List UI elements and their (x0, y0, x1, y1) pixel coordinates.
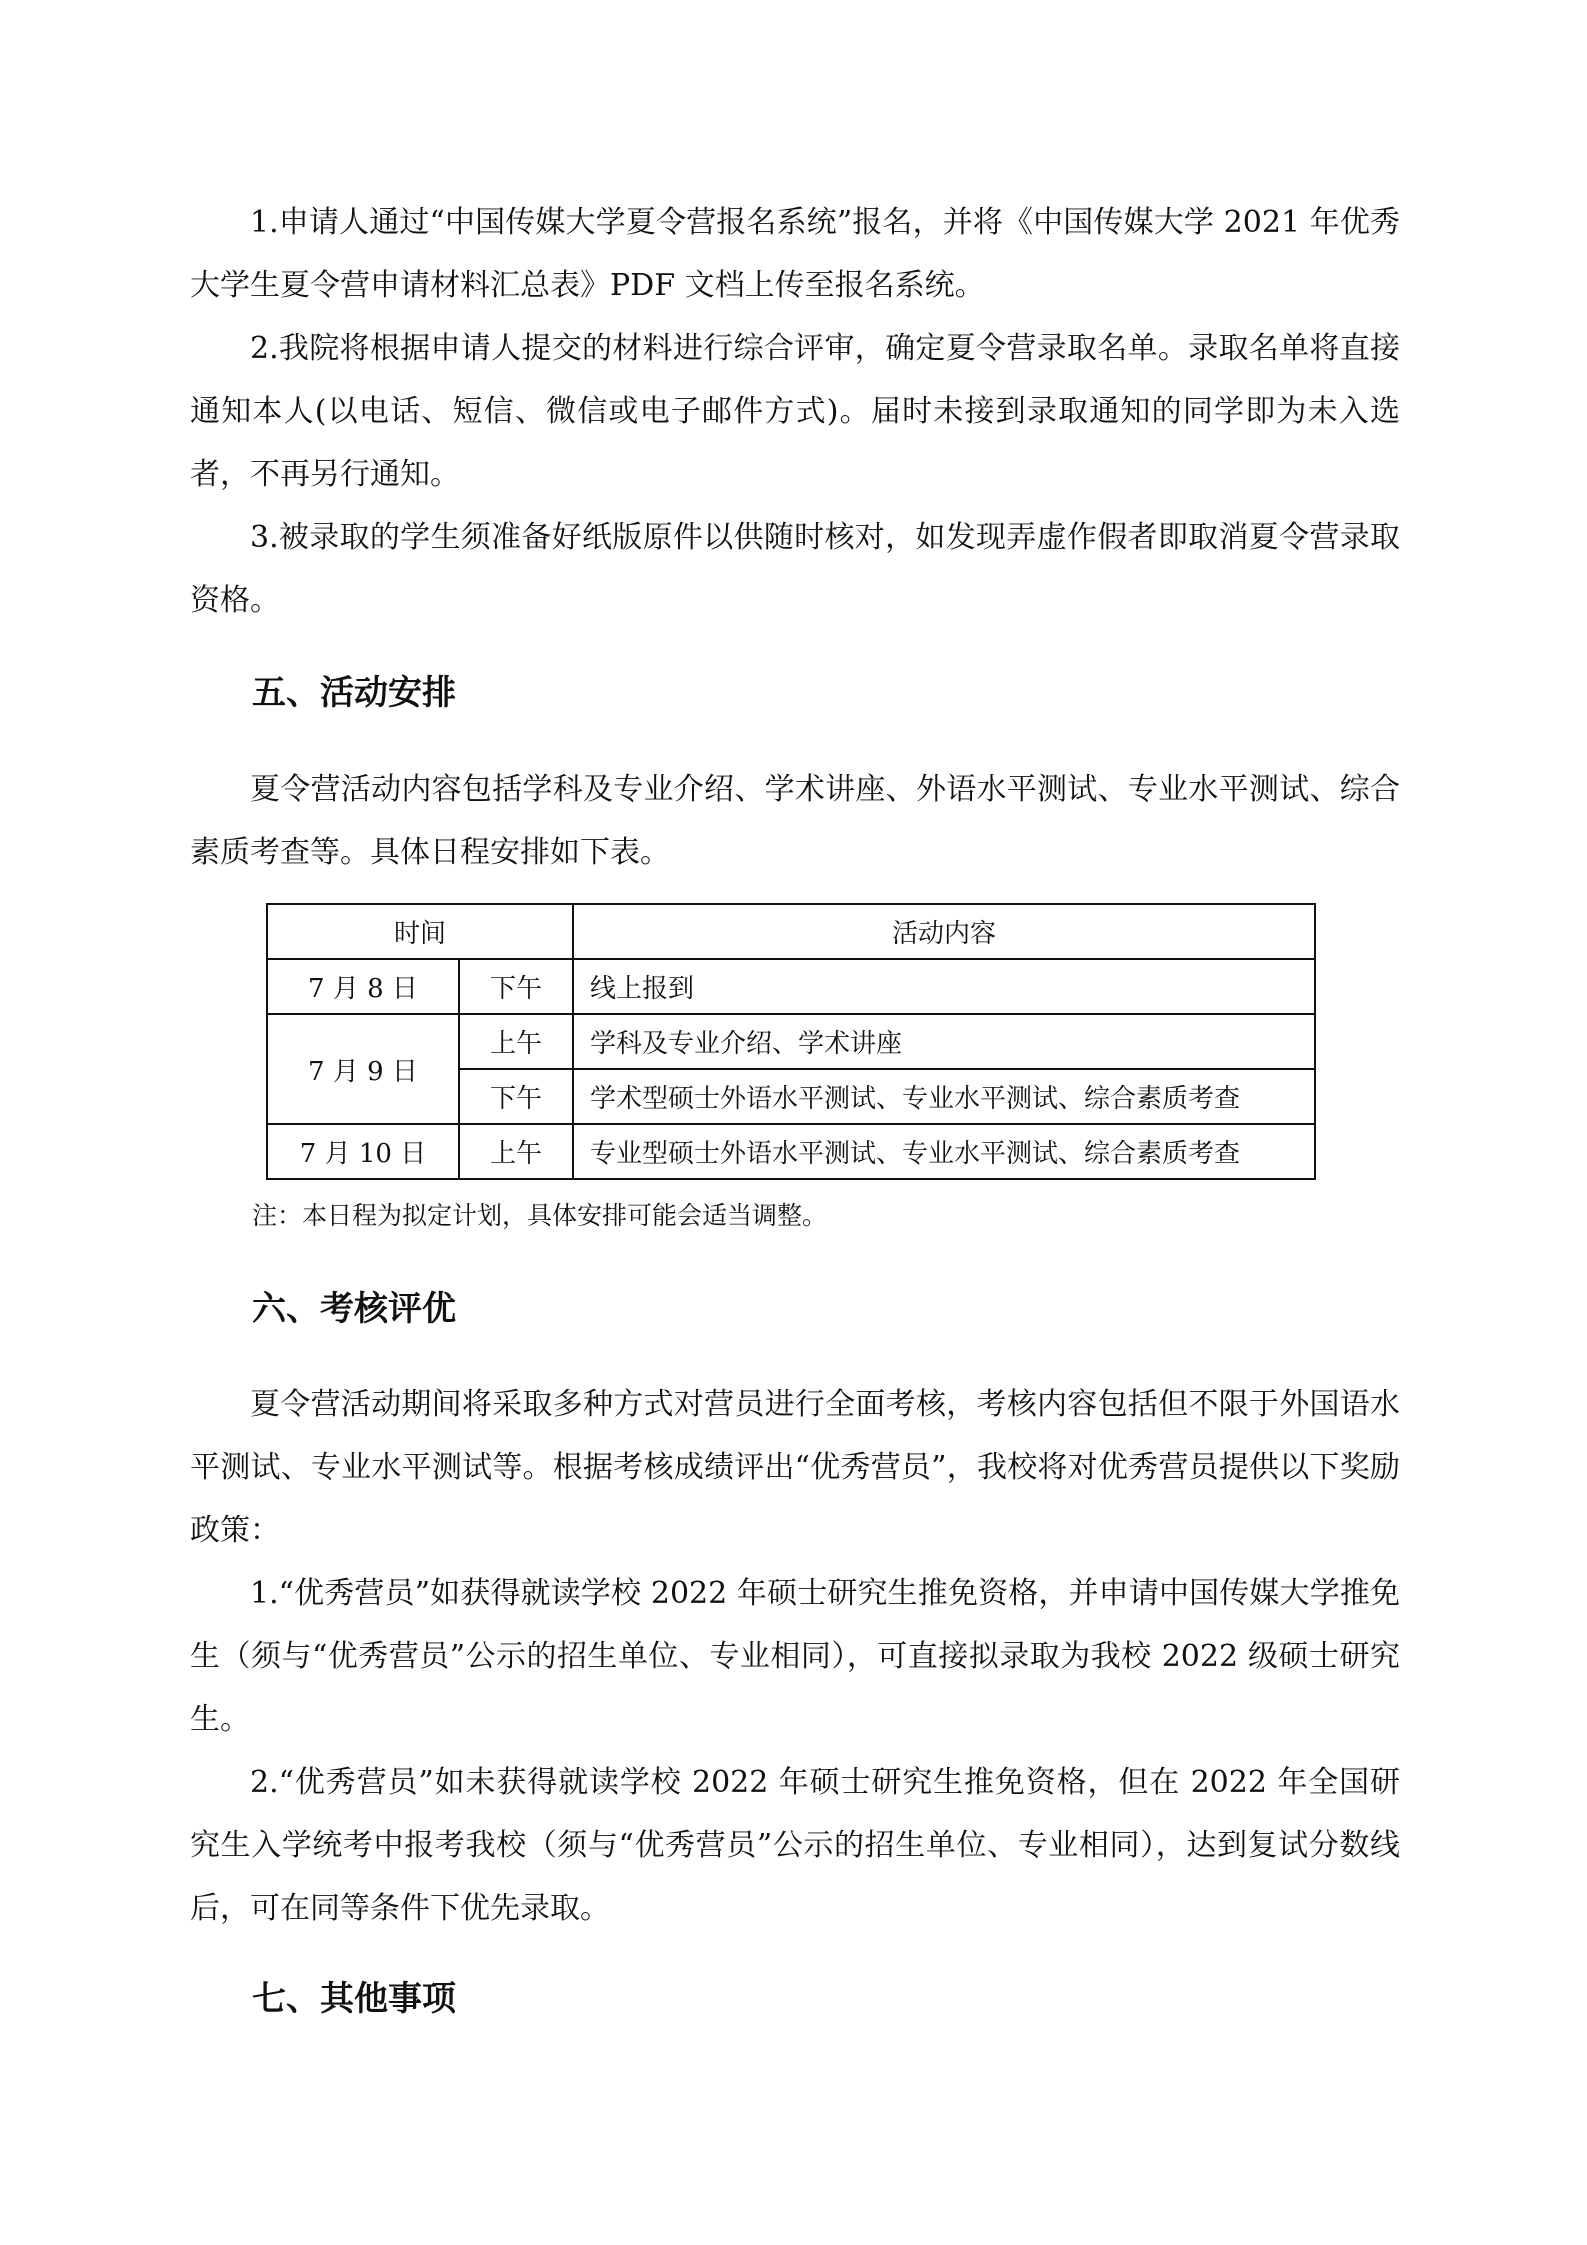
row-date: 7 月 8 日 (267, 959, 459, 1014)
row-date: 7 月 10 日 (267, 1124, 459, 1179)
section4-item-2: 2.我院将根据申请人提交的材料进行综合评审，确定夏令营录取名单。录取名单将直接通知本人(以电话、短信、微信或电子邮件方式)。届时未接到录取通知的同学即为未入选者，不再另行通知。 (190, 331, 1400, 492)
row-date: 7 月 9 日 (267, 1014, 459, 1124)
row-period: 下午 (459, 1069, 573, 1124)
section6-item-2: 2.“优秀营员”如未获得就读学校 2022 年硕士研究生推免资格，但在 2022 年全国研究生入学统考中报考我校（须与“优秀营员”公示的招生单位、专业相同），达到复试分数线后，可在同等条件下优先录取。 (190, 1765, 1400, 1926)
row-period: 下午 (459, 959, 573, 1014)
section4-item-3: 3.被录取的学生须准备好纸版原件以供随时核对，如发现弄虚作假者即取消夏令营录取资格。 (190, 520, 1400, 618)
section6-heading: 六、考核评优 (252, 1289, 456, 1329)
table-row (267, 959, 1315, 1014)
table-row (267, 1124, 1315, 1179)
row-period: 上午 (459, 1124, 573, 1179)
section4-item-1: 1.申请人通过“中国传媒大学夏令营报名系统”报名，并将《中国传媒大学 2021 年优秀大学生夏令营申请材料汇总表》PDF 文档上传至报名系统。 (190, 205, 1400, 303)
row-content: 学术型硕士外语水平测试、专业水平测试、综合素质考查 (573, 1069, 1315, 1124)
section5-heading: 五、活动安排 (252, 673, 456, 713)
schedule-table (266, 903, 1316, 1180)
section6-intro: 夏令营活动期间将采取多种方式对营员进行全面考核，考核内容包括但不限于外国语水平测试、专业水平测试等。根据考核成绩评出“优秀营员”，我校将对优秀营员提供以下奖励政策： (190, 1387, 1400, 1548)
header-time: 时间 (267, 904, 573, 959)
row-content: 学科及专业介绍、学术讲座 (573, 1014, 1315, 1069)
header-content: 活动内容 (573, 904, 1315, 959)
section5-intro: 夏令营活动内容包括学科及专业介绍、学术讲座、外语水平测试、专业水平测试、综合素质考查等。具体日程安排如下表。 (190, 772, 1400, 870)
section6-item-1: 1.“优秀营员”如获得就读学校 2022 年硕士研究生推免资格，并申请中国传媒大学推免生（须与“优秀营员”公示的招生单位、专业相同），可直接拟录取为我校 2022 级硕士研究生。 (190, 1576, 1400, 1737)
row-period: 上午 (459, 1014, 573, 1069)
row-content: 线上报到 (573, 959, 1315, 1014)
table-row (267, 1014, 1315, 1069)
schedule-note: 注：本日程为拟定计划，具体安排可能会适当调整。 (252, 1201, 828, 1230)
row-content: 专业型硕士外语水平测试、专业水平测试、综合素质考查 (573, 1124, 1315, 1179)
table-header-row (267, 904, 1315, 959)
section7-heading: 七、其他事项 (252, 1979, 456, 2019)
